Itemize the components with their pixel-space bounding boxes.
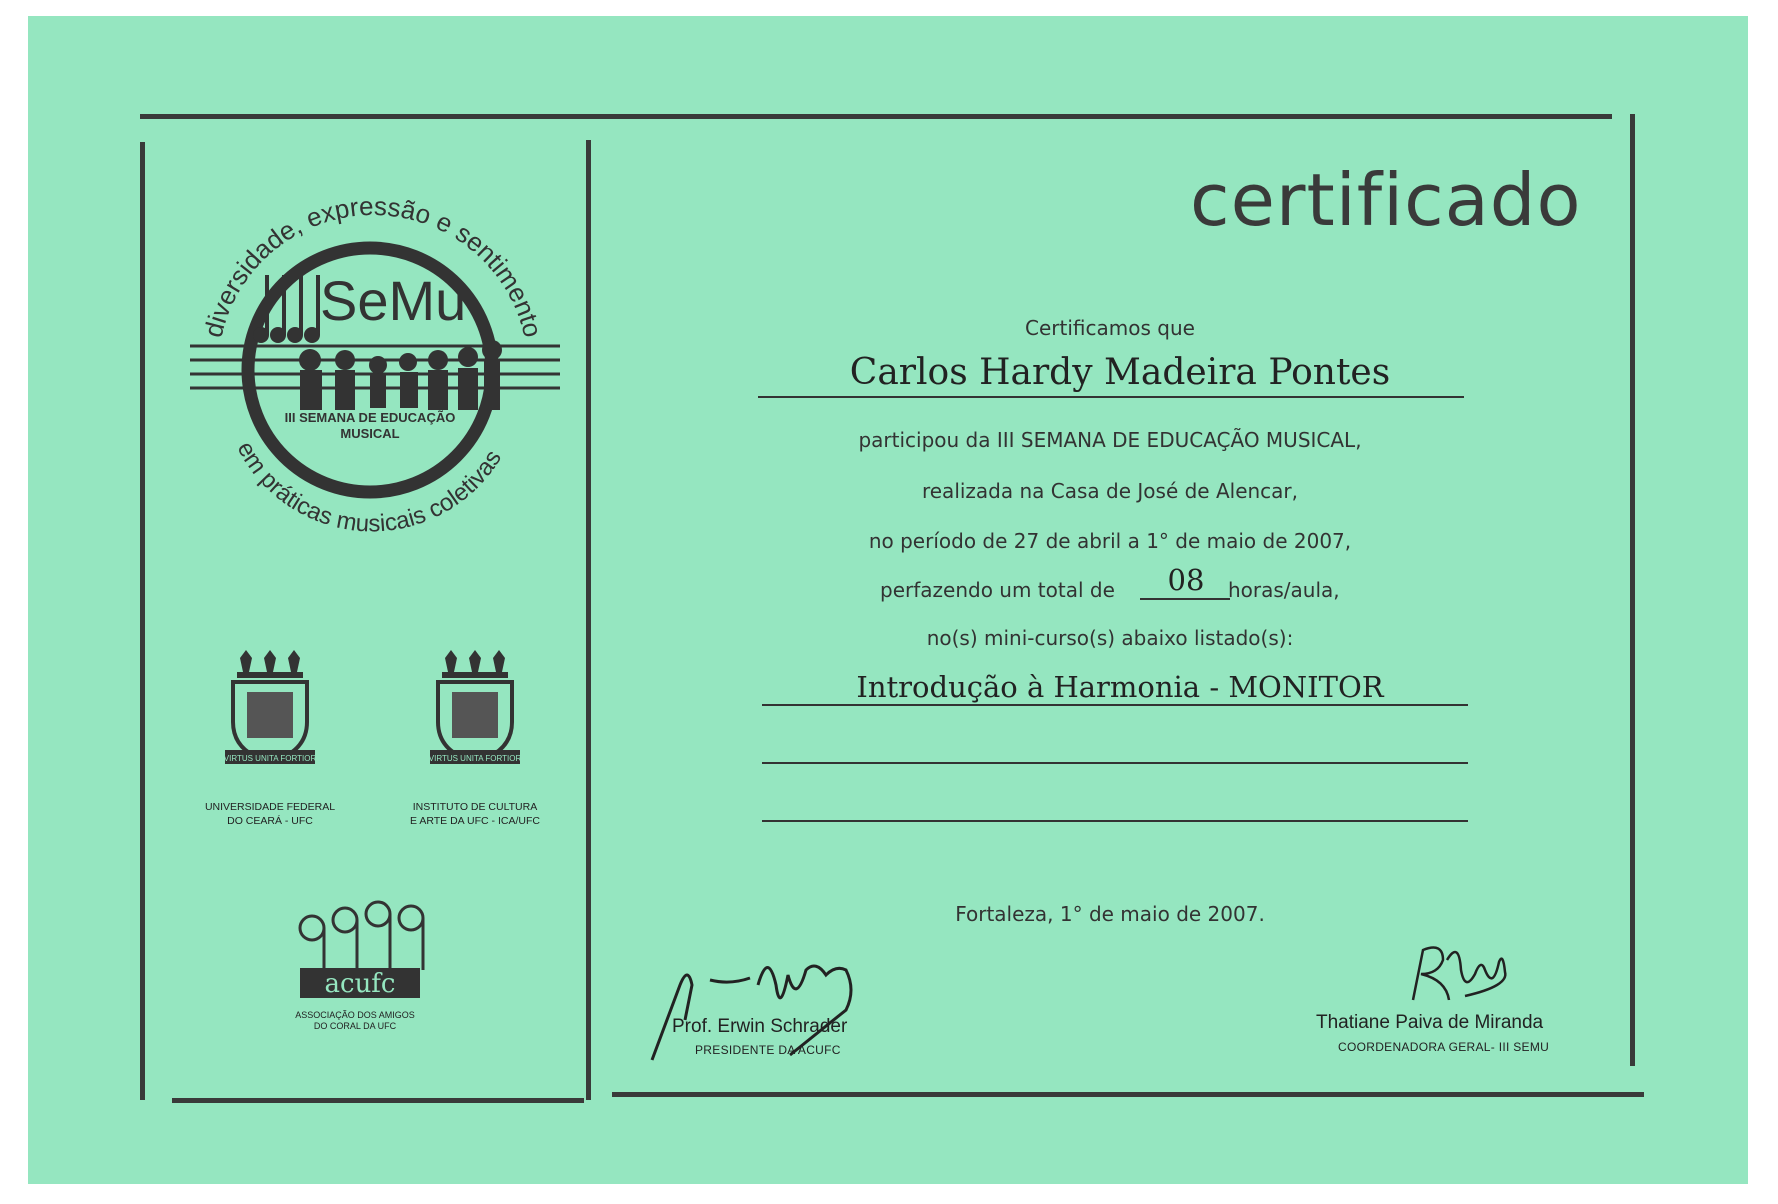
icaufc-motto: VIRTUS UNITA FORTIOR [428, 754, 522, 763]
ufc-caption [190, 800, 350, 828]
icaufc-crest [420, 650, 530, 775]
signature-2-name: Thatiane Paiva de Miranda [1316, 1012, 1544, 1033]
hours-suffix: horas/aula, [1228, 578, 1340, 602]
intro-text: Certificamos que [1025, 316, 1195, 340]
acufc-caption [280, 1010, 430, 1032]
signature-1-name: Prof. Erwin Schrader [672, 1016, 848, 1037]
signature-miranda [1395, 940, 1525, 1010]
bottom-border-left [172, 1098, 584, 1103]
ufc-caption-line2: DO CEARÁ - UFC [227, 815, 313, 827]
icaufc-caption [395, 800, 555, 828]
signature-1-role: PRESIDENTE DA ACUFC [695, 1043, 841, 1057]
bottom-border-right [612, 1092, 1644, 1097]
hours-value: 08 [1167, 563, 1205, 597]
venue-line: realizada na Casa de José de Alencar, [921, 479, 1299, 503]
right-border [1630, 114, 1635, 1066]
semu-wordmark: SeMu [320, 269, 467, 332]
recipient-underline [758, 396, 1464, 398]
semu-center-line2: MUSICAL [340, 426, 400, 441]
acufc-caption-line2: DO CORAL DA UFC [313, 1021, 397, 1031]
signature-2-role: COORDENADORA GERAL- III SEMU [1338, 1040, 1550, 1054]
acufc-logo [290, 900, 450, 1010]
recipient-name: Carlos Hardy Madeira Pontes [849, 352, 1391, 393]
acufc-wordmark: acufc [324, 969, 396, 999]
acufc-caption-line1: ASSOCIAÇÃO DOS AMIGOS [295, 1010, 415, 1020]
semu-center-line1: III SEMANA DE EDUCAÇÃO [284, 410, 456, 425]
top-border [140, 114, 1612, 119]
icaufc-caption-line1: INSTITUTO DE CULTURA [412, 801, 538, 813]
course-name: Introdução à Harmonia - MONITOR [856, 670, 1384, 704]
left-border [140, 142, 145, 1100]
event-line: participou da III SEMANA DE EDUCAÇÃO MUSICAL, [858, 428, 1362, 452]
ufc-crest [215, 650, 325, 775]
semu-arc-top: diversidade, expressão e sentimento [197, 190, 549, 341]
place-date: Fortaleza, 1° de maio de 2007. [955, 902, 1265, 926]
certificate-title: certificado [1190, 158, 1582, 242]
courses-intro: no(s) mini-curso(s) abaixo listado(s): [926, 626, 1294, 650]
course-line-1 [762, 704, 1468, 706]
hours-underline [1140, 598, 1230, 600]
course-line-3 [762, 820, 1468, 822]
ufc-caption-line1: UNIVERSIDADE FEDERAL [204, 801, 336, 813]
icaufc-caption-line2: E ARTE DA UFC - ICA/UFC [410, 815, 540, 827]
hours-prefix: perfazendo um total de [880, 578, 1115, 602]
semu-logo [170, 170, 570, 550]
ufc-motto: VIRTUS UNITA FORTIOR [223, 754, 317, 763]
course-line-2 [762, 762, 1468, 764]
period-line: no período de 27 de abril a 1° de maio de 2007, [868, 529, 1352, 553]
semu-arc-bottom: em práticas musicais coletivas [231, 437, 507, 538]
divider [586, 140, 591, 1100]
